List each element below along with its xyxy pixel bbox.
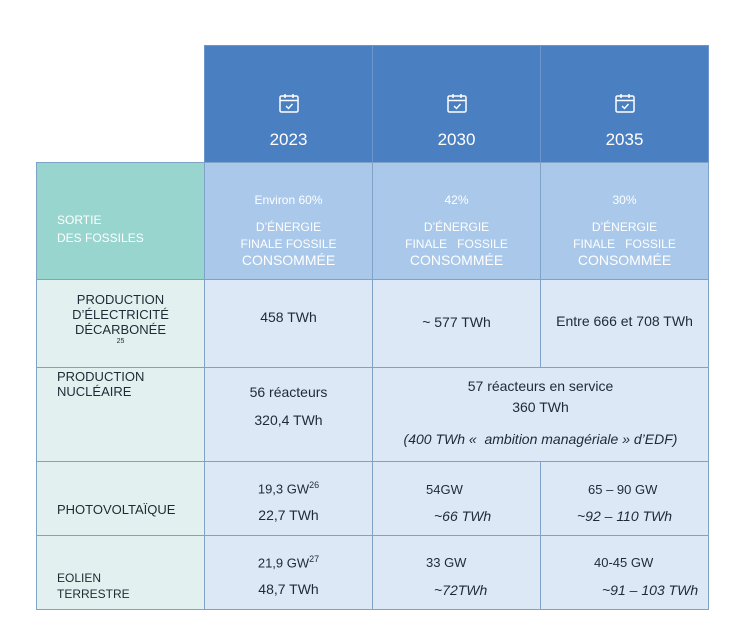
pv-label: PHOTOVOLTAÏQUE <box>57 502 176 517</box>
pv-2023-footnote: 26 <box>309 480 320 490</box>
nucleaire-2030-2035-twh: 360 TWh <box>512 399 569 415</box>
pv-2023-capacity: 19,3 GW$^{26}$ <box>257 480 320 497</box>
fossiles-2030-l3: CONSOMMÉE <box>409 252 504 268</box>
header-2035 <box>540 45 709 163</box>
fossiles-2023 <box>204 162 373 280</box>
row-label-eolien <box>36 535 205 610</box>
year-2035: 2035 <box>605 130 644 149</box>
electricite-2035 <box>540 279 709 368</box>
eolien-label-1: EOLIEN <box>57 571 102 585</box>
eolien-2035-capacity: 40-45 GW <box>594 555 654 570</box>
eolien-2030-capacity: 33 GW <box>426 555 467 570</box>
pv-2035-twh: ~92 – 110 TWh <box>577 508 673 524</box>
electricite-2023-value: 458 TWh <box>260 309 317 325</box>
calendar-check-icon <box>278 92 300 114</box>
calendar-check-icon <box>614 92 636 114</box>
electricite-footnote: 25 <box>116 338 125 345</box>
fossiles-label-1: SORTIE <box>57 213 102 227</box>
fossiles-2023-pct: Environ 60% <box>254 193 323 207</box>
fossiles-2035-l1: D’ÉNERGIE <box>591 220 658 234</box>
eolien-2023-footnote: 27 <box>309 554 320 564</box>
nucleaire-label-2: NUCLÉAIRE <box>57 384 132 399</box>
pv-2030 <box>372 461 541 536</box>
electricite-label-2: D’ÉLECTRICITÉ <box>72 307 169 322</box>
electricite-label-3: DÉCARBONÉE <box>74 322 167 337</box>
eolien-2035-twh: ~91 – 103 TWh <box>602 582 699 598</box>
row-label-fossiles <box>36 162 205 280</box>
nucleaire-2023-reactors: 56 réacteurs <box>249 384 328 400</box>
electricite-2023 <box>204 279 373 368</box>
eolien-2023-twh: 48,7 TWh <box>258 581 319 597</box>
eolien-2023 <box>204 535 373 610</box>
row-label-pv <box>36 461 205 536</box>
header-2023 <box>204 45 373 163</box>
electricite-2035-value: Entre 666 et 708 TWh <box>556 313 693 329</box>
electricite-2030 <box>372 279 541 368</box>
fossiles-2035-l2: FINALE FOSSILE <box>573 237 676 251</box>
nucleaire-ambition-note: (400 TWh « ambition managériale » d’EDF) <box>403 431 678 447</box>
nucleaire-2030-2035 <box>372 367 709 462</box>
nucleaire-2030-2035-reactors: 57 réacteurs en service <box>467 378 614 394</box>
pv-2030-twh: ~66 TWh <box>434 508 492 524</box>
nucleaire-2023-twh: 320,4 TWh <box>254 412 323 428</box>
eolien-2035 <box>540 535 709 610</box>
fossiles-2023-l3: CONSOMMÉE <box>241 252 336 268</box>
fossiles-2030-pct: 42% <box>444 193 469 207</box>
fossiles-2023-l2: FINALE FOSSILE <box>240 237 337 251</box>
fossiles-label-2: DES FOSSILES <box>57 231 144 245</box>
electricite-label-1: PRODUCTION <box>76 292 165 307</box>
calendar-check-icon <box>446 92 468 114</box>
eolien-2030-twh: ~72TWh <box>434 582 488 598</box>
eolien-label-2: TERRESTRE <box>57 587 130 601</box>
row-label-electricite <box>36 279 205 368</box>
eolien-2023-capacity: 21,9 GW$^{27}$ <box>257 554 320 571</box>
fossiles-2030 <box>372 162 541 280</box>
pv-2035 <box>540 461 709 536</box>
pv-2023 <box>204 461 373 536</box>
electricite-2030-value: ~ 577 TWh <box>422 314 491 330</box>
fossiles-2035-pct: 30% <box>612 193 637 207</box>
fossiles-2023-l1: D’ÉNERGIE <box>255 220 322 234</box>
row-label-nucleaire <box>36 367 205 462</box>
year-2023: 2023 <box>269 130 308 149</box>
year-2030: 2030 <box>437 130 476 149</box>
fossiles-2035 <box>540 162 709 280</box>
fossiles-2035-l3: CONSOMMÉE <box>577 252 672 268</box>
pv-2023-twh: 22,7 TWh <box>258 507 319 523</box>
nucleaire-label-1: PRODUCTION <box>57 369 145 384</box>
pv-2035-capacity: 65 – 90 GW <box>588 482 658 497</box>
pv-2030-capacity: 54GW <box>426 482 463 497</box>
nucleaire-2023 <box>204 367 373 462</box>
header-2030 <box>372 45 541 163</box>
eolien-2030 <box>372 535 541 610</box>
fossiles-2030-l1: D’ÉNERGIE <box>423 220 490 234</box>
fossiles-2030-l2: FINALE FOSSILE <box>405 237 508 251</box>
